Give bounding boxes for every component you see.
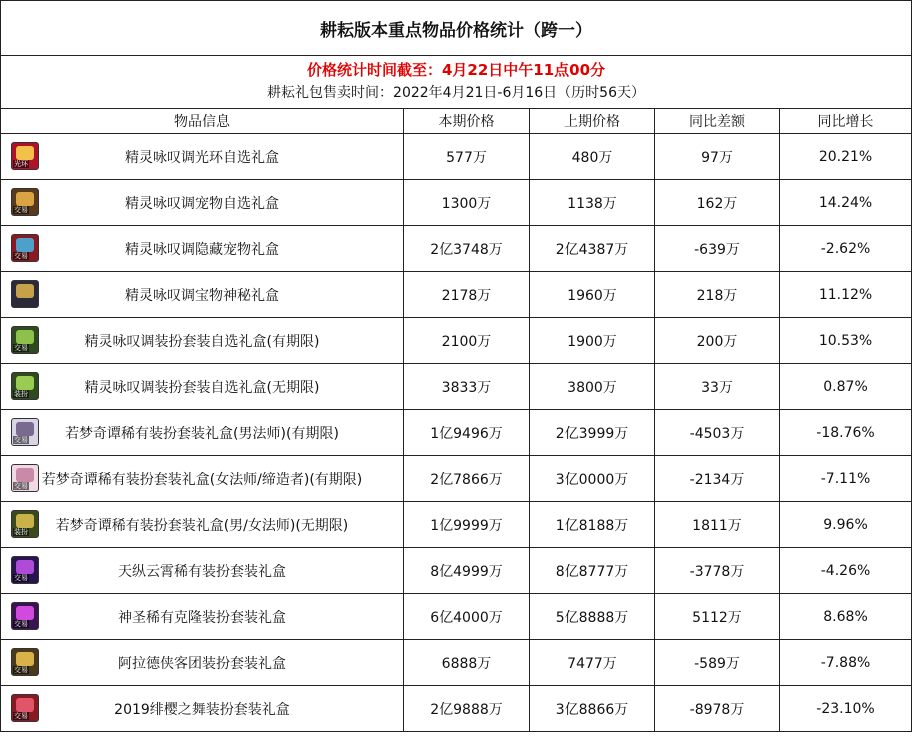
icon-glyph [16,284,34,298]
header-row [1,109,912,134]
table-row [1,226,912,272]
icon-glyph [16,560,34,574]
icon-glyph [16,468,34,482]
current-price-cell: 8亿4999万 [404,548,530,594]
current-price-cell: 2100万 [404,318,530,364]
item-gift-box-icon [11,234,39,262]
item-name: 若梦奇谭稀有装扮套装礼盒(女法师/缔造者)(有期限) [41,471,363,488]
item-info-cell [1,318,404,364]
current-price-cell: 2亿7866万 [404,456,530,502]
icon-glyph [16,146,34,160]
previous-price-cell: 480万 [530,134,655,180]
current-price-cell: 6888万 [404,640,530,686]
item-info-cell [1,686,404,732]
previous-price-cell: 8亿8777万 [530,548,655,594]
growth-cell: 9.96% [780,502,912,548]
previous-price-cell: 5亿8888万 [530,594,655,640]
difference-cell: 162万 [655,180,780,226]
item-info-cell [1,502,404,548]
sale-period-text: 耕耘礼包售卖时间：2022年4月21日-6月16日（历时56天） [267,85,645,101]
item-gift-box-icon [11,694,39,722]
table-row [1,180,912,226]
icon-glyph [16,514,34,528]
item-name: 天纵云霄稀有装扮套装礼盒 [118,563,286,580]
item-gift-box-icon [11,326,39,354]
table-row [1,502,912,548]
table-row [1,364,912,410]
current-price-cell: 1亿9496万 [404,410,530,456]
difference-cell: 1811万 [655,502,780,548]
growth-cell: -7.88% [780,640,912,686]
item-avatar-box-icon [11,556,39,584]
previous-price-cell: 3800万 [530,364,655,410]
title-row [1,1,912,56]
icon-glyph [16,330,34,344]
table-row [1,318,912,364]
current-price-cell: 2亿9888万 [404,686,530,732]
icon-tag: 交易 [14,620,28,628]
previous-price-cell: 1138万 [530,180,655,226]
header-current-price: 本期价格 [404,109,530,134]
growth-cell: 14.24% [780,180,912,226]
previous-price-cell: 3亿8866万 [530,686,655,732]
item-gift-box-icon [11,142,39,170]
icon-tag: 交易 [14,574,28,582]
item-info-cell [1,180,404,226]
growth-cell: 10.53% [780,318,912,364]
current-price-cell: 3833万 [404,364,530,410]
current-price-cell: 577万 [404,134,530,180]
item-name: 精灵咏叹调宝物神秘礼盒 [125,287,279,304]
item-gift-box-icon [11,648,39,676]
item-avatar-box-icon [11,418,39,446]
item-avatar-box-icon [11,602,39,630]
sheet-title: 耕耘版本重点物品价格统计（跨一） [1,1,912,56]
difference-cell: -2134万 [655,456,780,502]
current-price-cell: 1300万 [404,180,530,226]
item-info-cell [1,410,404,456]
icon-tag: 交易 [14,344,28,352]
growth-cell: 0.87% [780,364,912,410]
icon-glyph [16,652,34,666]
item-name: 精灵咏叹调光环自选礼盒 [125,149,279,166]
difference-cell: -8978万 [655,686,780,732]
previous-price-cell: 1960万 [530,272,655,318]
previous-price-cell: 2亿4387万 [530,226,655,272]
growth-cell: -23.10% [780,686,912,732]
growth-cell: -18.76% [780,410,912,456]
item-name: 若梦奇谭稀有装扮套装礼盒(男/女法师)(无期限) [55,517,349,534]
current-price-cell: 1亿9999万 [404,502,530,548]
item-info-cell [1,456,404,502]
info-cell [1,56,912,109]
item-gift-box-icon [11,510,39,538]
item-avatar-box-icon [11,464,39,492]
growth-cell: -7.11% [780,456,912,502]
difference-cell: -3778万 [655,548,780,594]
header-growth: 同比增长 [780,109,912,134]
item-info-cell [1,594,404,640]
icon-glyph [16,238,34,252]
icon-glyph [16,192,34,206]
icon-tag: 装扮 [14,390,28,398]
icon-glyph [16,422,34,436]
difference-cell: -4503万 [655,410,780,456]
icon-tag: 交易 [14,252,28,260]
previous-price-cell: 1900万 [530,318,655,364]
table-row [1,548,912,594]
previous-price-cell: 1亿8188万 [530,502,655,548]
icon-tag: 交易 [14,482,28,490]
item-name: 若梦奇谭稀有装扮套装礼盒(男法师)(有期限) [65,425,339,442]
icon-glyph [16,376,34,390]
item-info-cell [1,226,404,272]
icon-tag: 交易 [14,712,28,720]
current-price-cell: 2178万 [404,272,530,318]
table-row [1,640,912,686]
icon-glyph [16,606,34,620]
header-previous-price: 上期价格 [530,109,655,134]
difference-cell: -589万 [655,640,780,686]
item-info-cell [1,272,404,318]
table-row [1,134,912,180]
difference-cell: 200万 [655,318,780,364]
icon-tag: 交易 [14,206,28,214]
difference-cell: 97万 [655,134,780,180]
item-info-cell [1,548,404,594]
previous-price-cell: 7477万 [530,640,655,686]
item-name: 2019绯樱之舞装扮套装礼盒 [114,701,290,718]
item-gift-box-icon [11,372,39,400]
header-difference: 同比差额 [655,109,780,134]
item-name: 神圣稀有克隆装扮套装礼盒 [118,609,286,626]
difference-cell: 5112万 [655,594,780,640]
difference-cell: 33万 [655,364,780,410]
previous-price-cell: 2亿3999万 [530,410,655,456]
table-row [1,272,912,318]
item-name: 精灵咏叹调装扮套装自选礼盒(有期限) [84,333,320,350]
info-row [1,56,912,109]
difference-cell: 218万 [655,272,780,318]
item-gift-box-icon [11,188,39,216]
table-row [1,456,912,502]
item-name: 精灵咏叹调隐藏宠物礼盒 [125,241,279,258]
header-item-info: 物品信息 [1,109,404,134]
deadline-text: 价格统计时间截至：4月22日中午11点00分 [306,61,606,79]
item-name: 精灵咏叹调宠物自选礼盒 [125,195,279,212]
growth-cell: 8.68% [780,594,912,640]
item-gift-box-icon [11,280,39,308]
table-row [1,686,912,732]
growth-cell: -4.26% [780,548,912,594]
item-name: 阿拉德侠客团装扮套装礼盒 [118,655,286,672]
table-row [1,594,912,640]
item-info-cell [1,364,404,410]
growth-cell: -2.62% [780,226,912,272]
growth-cell: 11.12% [780,272,912,318]
difference-cell: -639万 [655,226,780,272]
icon-tag: 光环 [14,160,28,168]
item-info-cell [1,640,404,686]
icon-tag: 装扮 [14,528,28,536]
item-info-cell [1,134,404,180]
icon-tag: 交易 [14,436,28,444]
icon-tag: 交易 [14,666,28,674]
growth-cell: 20.21% [780,134,912,180]
table-row [1,410,912,456]
icon-glyph [16,698,34,712]
current-price-cell: 6亿4000万 [404,594,530,640]
previous-price-cell: 3亿0000万 [530,456,655,502]
current-price-cell: 2亿3748万 [404,226,530,272]
item-name: 精灵咏叹调装扮套装自选礼盒(无期限) [84,379,320,396]
